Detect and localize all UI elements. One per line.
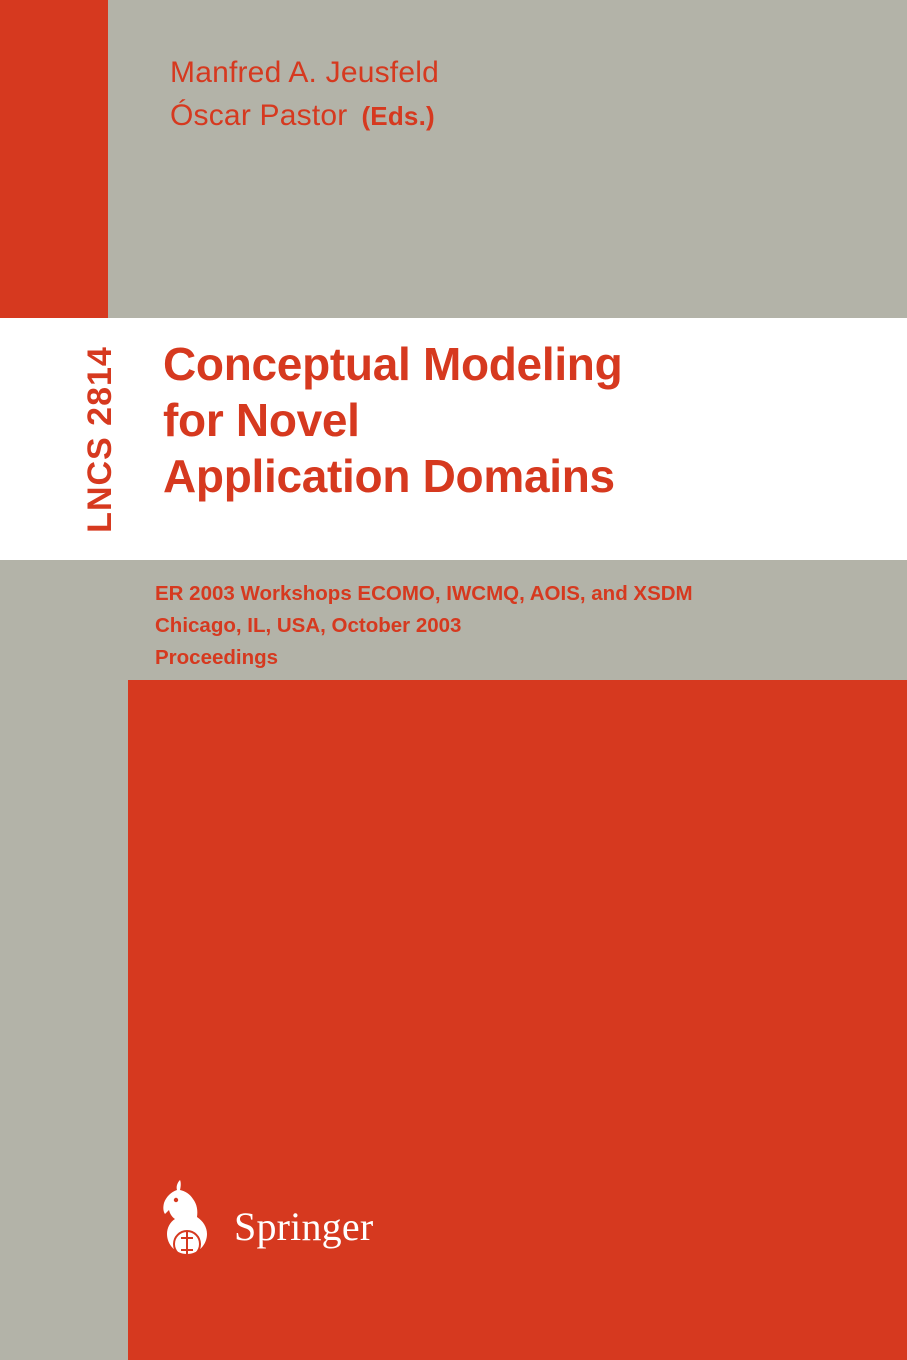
subtitle-line-2: Chicago, IL, USA, October 2003 xyxy=(155,613,462,637)
title-line-1: Conceptual Modeling xyxy=(163,338,623,390)
series-label-text: LNCS 2814 xyxy=(80,345,119,533)
decorative-white-strip xyxy=(0,318,72,560)
subtitle-line-3: Proceedings xyxy=(155,645,279,669)
editors-role: (Eds.) xyxy=(361,100,435,131)
editor-name-2 xyxy=(170,95,870,138)
editor-name-1: Manfred A. Jeusfeld xyxy=(170,56,439,89)
page-title xyxy=(163,336,883,504)
title-line-2: for Novel xyxy=(163,394,360,447)
editors-block xyxy=(170,52,870,137)
title-line-3: Application Domains xyxy=(163,450,615,503)
series-label xyxy=(72,318,128,560)
decorative-red-strip-top xyxy=(0,0,108,318)
editor-name-2-text: Óscar Pastor xyxy=(170,98,348,132)
subtitle-line-1: ER 2003 Workshops ECOMO, IWCMQ, AOIS, and XSDM xyxy=(155,582,693,605)
subtitle xyxy=(155,578,895,673)
decorative-grey-strip-mid xyxy=(0,560,128,680)
publisher-logo xyxy=(152,1178,373,1274)
publisher-name: Springer xyxy=(234,1203,374,1249)
decorative-grey-strip-lower xyxy=(0,680,128,1360)
springer-knight-icon xyxy=(152,1178,218,1274)
